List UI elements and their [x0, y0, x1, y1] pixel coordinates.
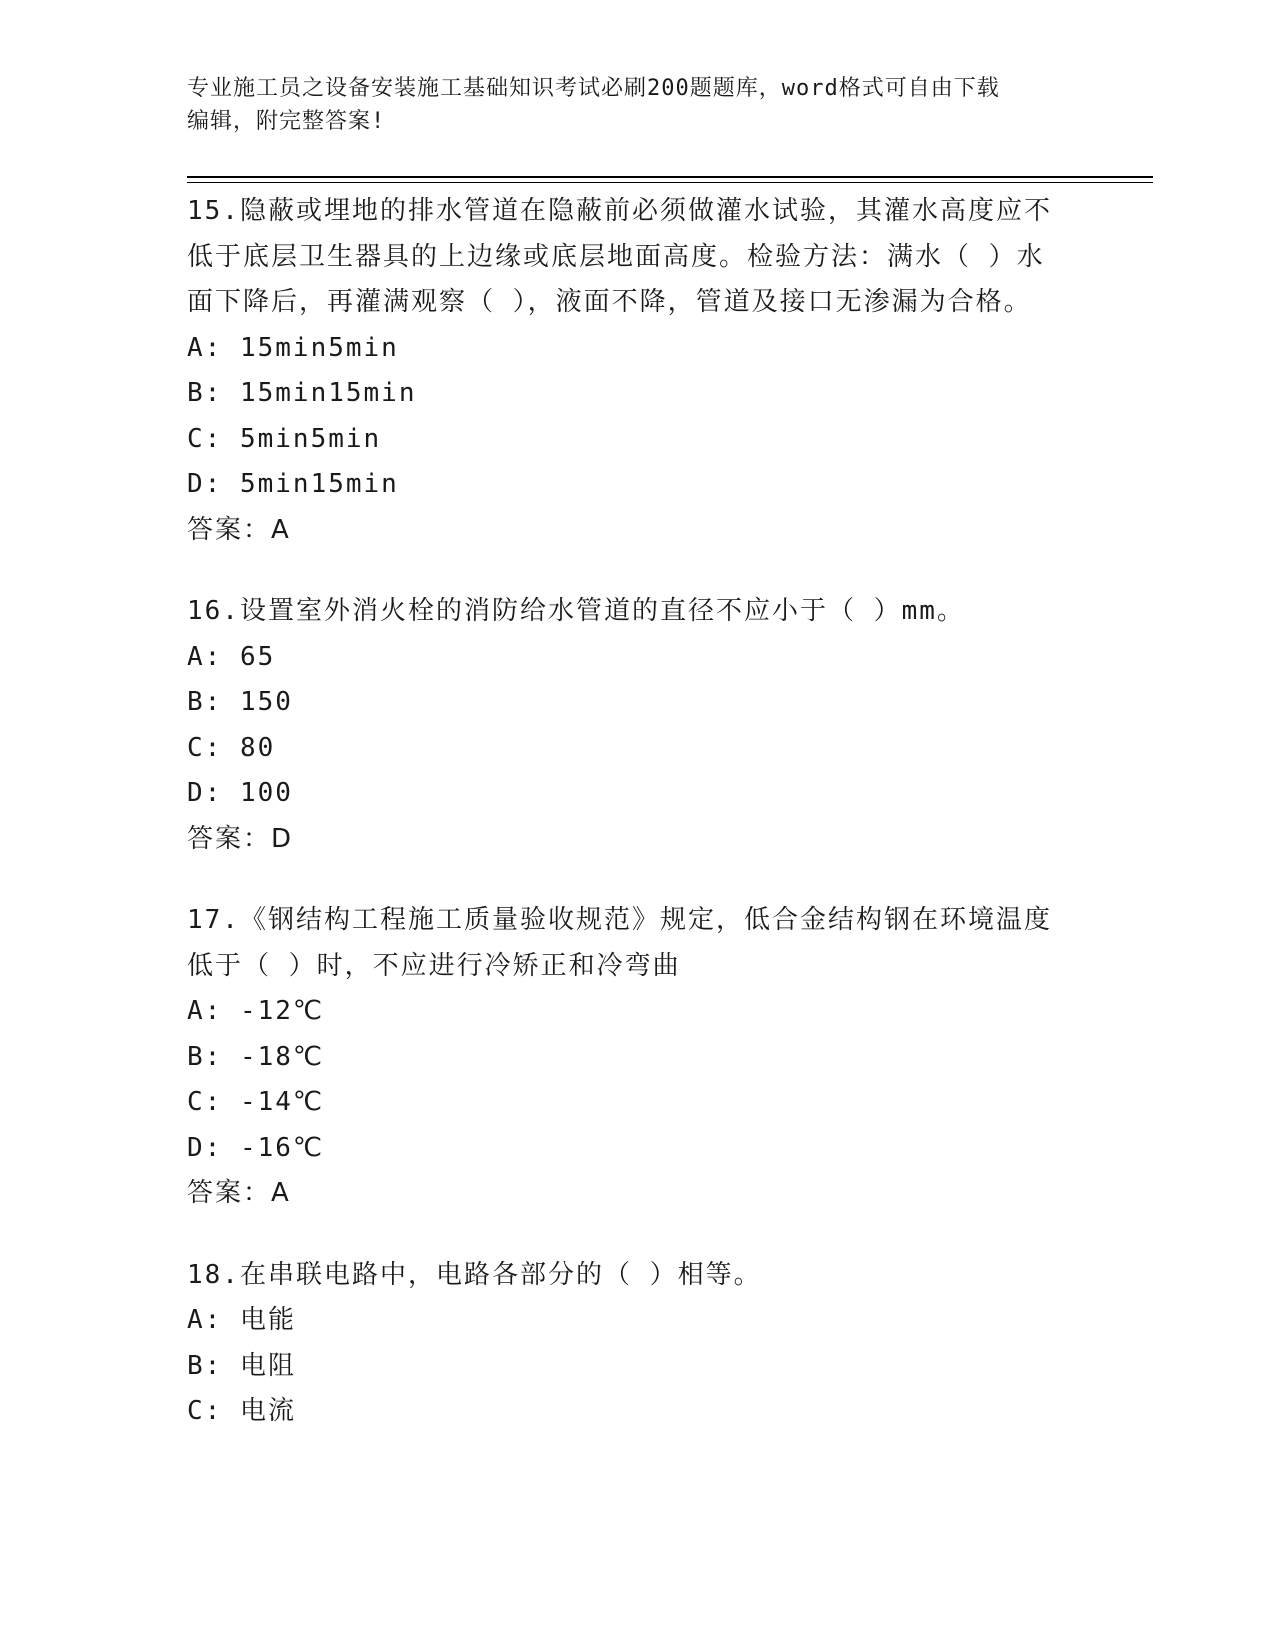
option-a: A: 电能: [187, 1305, 296, 1335]
option-b: B: 15min15min: [187, 378, 417, 408]
question-block: [187, 1253, 1087, 1435]
question-block: [187, 589, 1087, 862]
option-c: C: 80: [187, 732, 276, 763]
header-divider: [187, 176, 1153, 178]
question-text-line: 17.《钢结构工程施工质量验收规范》规定，低合金结构钢在环境温度: [187, 905, 1052, 935]
answer-line: 答案：A: [187, 514, 291, 545]
header-line-1: 专业施工员之设备安装施工基础知识考试必刷200题题库，word格式可自由下载: [187, 76, 1000, 101]
question-text-line: 低于（ ）时，不应进行冷矫正和冷弯曲: [187, 950, 681, 981]
option-c: C: -14℃: [187, 1087, 325, 1117]
question-text-line: 16.设置室外消火栓的消防给水管道的直径不应小于（ ）mm。: [187, 596, 965, 626]
option-b: B: -18℃: [187, 1041, 325, 1072]
question-text-line: 15.隐蔽或埋地的排水管道在隐蔽前必须做灌水试验，其灌水高度应不: [187, 196, 1052, 226]
header-line-2: 编辑，附完整答案!: [187, 109, 386, 134]
option-d: D: -16℃: [187, 1132, 325, 1163]
question-block: [187, 189, 1087, 553]
option-b: B: 电阻: [187, 1350, 296, 1381]
option-b: B: 150: [187, 687, 293, 717]
question-block: [187, 898, 1087, 1217]
option-a: A: 65: [187, 641, 276, 672]
option-d: D: 5min15min: [187, 469, 399, 499]
option-d: D: 100: [187, 778, 293, 808]
question-text-line: 低于底层卫生器具的上边缘或底层地面高度。检验方法：满水（ ）水: [187, 241, 1045, 272]
question-text-line: 面下降后，再灌满观察（ ），液面不降，管道及接口无渗漏为合格。: [187, 287, 1032, 317]
answer-line: 答案：A: [187, 1178, 291, 1208]
answer-line: 答案：D: [187, 823, 294, 854]
question-text-line: 18.在串联电路中，电路各部分的（ ）相等。: [187, 1259, 762, 1290]
document-header: [187, 72, 1067, 138]
option-c: C: 5min5min: [187, 423, 382, 454]
option-c: C: 电流: [187, 1396, 296, 1426]
option-a: A: -12℃: [187, 996, 325, 1026]
question-list: [187, 189, 1087, 1471]
option-a: A: 15min5min: [187, 332, 399, 363]
header-divider-thin: [187, 182, 1153, 183]
